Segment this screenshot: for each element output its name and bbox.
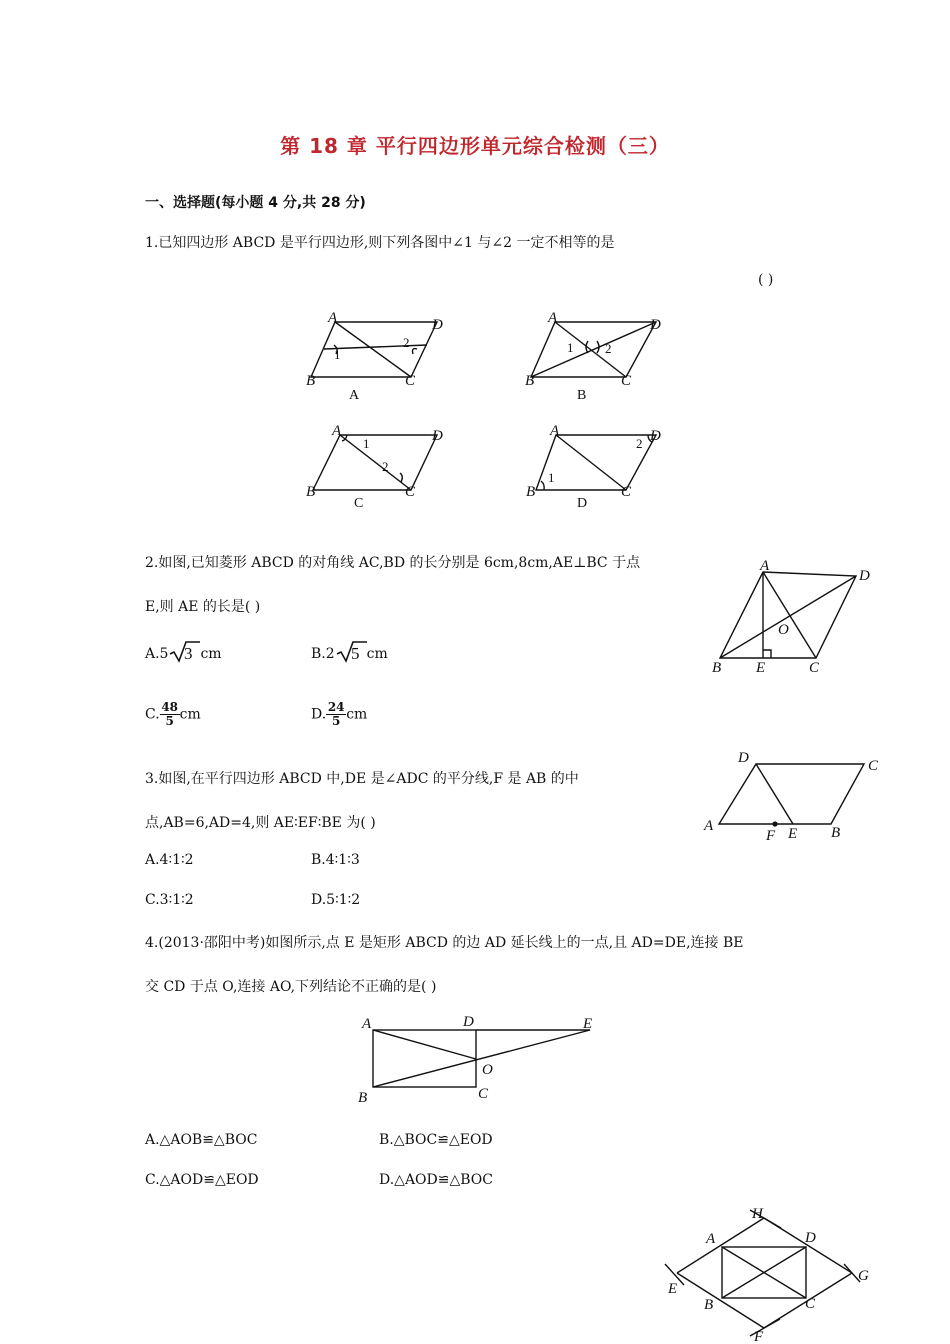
diagonal-ac [555, 322, 626, 377]
angle-2-arc [400, 473, 402, 482]
point-d-label: D [650, 317, 661, 333]
point-c-label: C [621, 484, 632, 500]
question-4-line2: 交 CD 于点 O,连接 AO,下列结论不正确的是( ) [145, 979, 437, 995]
point-d-label: D [463, 1014, 474, 1030]
figure-label-c: C [354, 496, 364, 511]
figure-label-d: D [577, 496, 588, 511]
bisector-de [756, 764, 793, 824]
point-o-label: O [778, 622, 789, 638]
point-b-label: B [712, 660, 722, 676]
rectangle-abcd [373, 1030, 476, 1087]
angle-2-arc [413, 349, 418, 354]
point-a-label: A [550, 423, 560, 439]
midpoint-f [772, 821, 777, 826]
line-fe [677, 1273, 764, 1328]
point-e-label: E [583, 1016, 593, 1032]
point-c-label: C [478, 1086, 489, 1102]
q3-option-b: B.4∶1∶3 [311, 852, 360, 868]
angle-2-label: 2 [403, 335, 410, 350]
figure-parallelogram-q3 [700, 746, 890, 846]
angle-1-label: 1 [334, 347, 341, 362]
point-e-label: E [668, 1281, 678, 1297]
point-a-label: A [548, 310, 558, 326]
section-heading: 一、选择题(每小题 4 分,共 28 分) [145, 195, 366, 211]
angle-2-label: 2 [382, 459, 389, 474]
sqrt-sign [168, 640, 200, 668]
svg-text:5: 5 [350, 644, 360, 663]
figure-1d [520, 418, 680, 518]
fraction: $\frac{48}{5}$ [161, 700, 179, 728]
point-b-label: B [306, 484, 316, 500]
q2-option-c: $C.\frac{48}{5}cm$ [145, 700, 201, 728]
q3-option-c: C.3∶1∶2 [145, 892, 194, 908]
angle-2-label: 2 [605, 341, 612, 356]
point-d-label: D [859, 568, 870, 584]
q3-option-a: A.4∶1∶2 [145, 852, 194, 868]
q2-option-b: B.2 5 cm [311, 640, 388, 668]
diagonal-ac [335, 322, 411, 377]
point-a-label: A [328, 310, 338, 326]
point-d-label: D [650, 428, 661, 444]
point-b-label: B [704, 1297, 714, 1313]
figure-label-a: A [349, 388, 360, 403]
q2-option-a: A.5 3 cm [145, 640, 222, 668]
diagonal-ac [763, 572, 816, 658]
q4-option-c: C.△AOD≌△EOD [145, 1172, 259, 1188]
question-1-text: 1.已知四边形 ABCD 是平行四边形,则下列各图中∠1 与∠2 一定不相等的是 [145, 235, 615, 251]
point-c-label: C [621, 373, 632, 389]
point-e-label: E [788, 826, 798, 842]
point-c-label: C [405, 373, 416, 389]
question-3-line2: 点,AB=6,AD=4,则 AE∶EF∶BE 为( ) [145, 815, 376, 831]
angle-1-label: 1 [548, 470, 555, 485]
question-2-line2: E,则 AE 的长是( ) [145, 599, 261, 615]
point-g-label: G [858, 1268, 869, 1284]
point-d-label: D [805, 1230, 816, 1246]
angle-2-label: 2 [636, 436, 643, 451]
angle-1-label: 1 [363, 436, 370, 451]
point-a-label: A [704, 818, 714, 834]
point-f-label: F [766, 828, 776, 844]
segment-ao [373, 1030, 476, 1059]
point-d-label: D [432, 428, 443, 444]
point-d-label: D [432, 317, 443, 333]
figure-rhombus-q5 [662, 1198, 882, 1344]
point-e-label: E [756, 660, 766, 676]
angle-1-arc [541, 481, 544, 490]
figure-1a [300, 305, 460, 405]
figure-rectangle-q4 [352, 1008, 612, 1108]
diagonal-ac [340, 435, 411, 490]
point-o-label: O [482, 1062, 493, 1078]
point-a-label: A [362, 1016, 372, 1032]
point-b-label: B [525, 373, 535, 389]
figure-label-b: B [577, 388, 587, 403]
figure-1b [520, 305, 680, 405]
angle-1-label: 1 [567, 340, 574, 355]
diagonal-bd [531, 322, 656, 377]
point-f-label: F [754, 1329, 764, 1344]
figure-1c [300, 418, 460, 518]
question-3-line1: 3.如图,在平行四边形 ABCD 中,DE 是∠ADC 的平分线,F 是 AB 的中 [145, 771, 579, 787]
point-c-label: C [809, 660, 820, 676]
point-c-label: C [405, 484, 416, 500]
q3-option-d: D.5∶1∶2 [311, 892, 361, 908]
q2-option-d: $D.\frac{24}{5}cm$ [311, 700, 368, 728]
figure-rhombus [706, 556, 886, 681]
svg-text:3: 3 [184, 644, 193, 663]
point-a-label: A [760, 558, 770, 574]
page-title: 第 18 章 平行四边形单元综合检测（三） [280, 134, 670, 158]
q4-option-a: A.△AOB≌△BOC [145, 1132, 258, 1148]
diagonal-ac [556, 435, 626, 490]
point-a-label: A [332, 423, 342, 439]
point-b-label: B [831, 825, 841, 841]
point-b-label: B [306, 373, 316, 389]
q4-option-b: B.△BOC≌△EOD [379, 1132, 493, 1148]
fraction: $\frac{24}{5}$ [327, 700, 345, 728]
point-b-label: B [526, 484, 536, 500]
parallelogram [719, 764, 864, 824]
point-a-label: A [706, 1231, 716, 1247]
point-d-label: D [738, 750, 749, 766]
answer-blank: ( ) [758, 272, 774, 288]
point-c-label: C [805, 1296, 816, 1312]
point-c-label: C [868, 758, 879, 774]
question-4-line1: 4.(2013·邵阳中考)如图所示,点 E 是矩形 ABCD 的边 AD 延长线上的一点,且 AD=DE,连接 BE [145, 935, 744, 951]
point-h-label: H [752, 1206, 763, 1222]
right-angle-mark [763, 650, 771, 658]
point-b-label: B [358, 1090, 368, 1106]
question-2-line1: 2.如图,已知菱形 ABCD 的对角线 AC,BD 的长分别是 6cm,8cm,AE⊥BC 于点 [145, 555, 641, 571]
sqrt-sign [335, 640, 367, 668]
q4-option-d: D.△AOD≌△BOC [379, 1172, 493, 1188]
